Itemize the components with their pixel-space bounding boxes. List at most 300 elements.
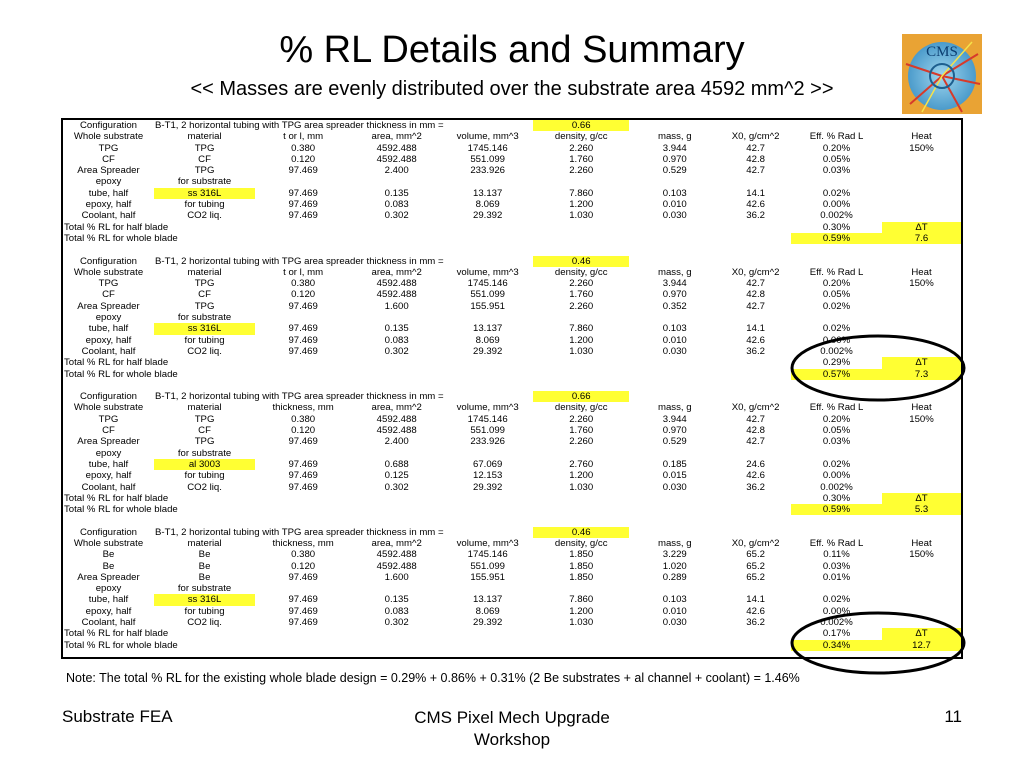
table-cell: 2.260: [569, 142, 594, 154]
table-cell: 0.083: [384, 334, 409, 346]
table-row: [63, 176, 961, 187]
table-cell: 150%: [909, 413, 934, 425]
column-header: Whole substrate: [73, 131, 144, 143]
column-header: area, mm^2: [371, 402, 422, 414]
table-cell: CF: [198, 425, 211, 437]
table-cell: [720, 583, 791, 594]
column-header: volume, mm^3: [456, 537, 519, 549]
table-cell: 42.6: [746, 334, 765, 346]
table-cell: 0.103: [662, 323, 687, 335]
table-cell: 0.529: [662, 165, 687, 177]
cms-detector-logo-icon: [902, 34, 982, 114]
table-cell: 1.600: [384, 571, 409, 583]
total-half-value: 0.30%: [822, 221, 851, 233]
table-cell: 0.010: [662, 334, 687, 346]
total-half-blade-row: [63, 493, 961, 504]
table-cell: [882, 606, 961, 617]
table-cell: epoxy: [95, 312, 122, 324]
tube-material-cell: ss 316L: [154, 594, 255, 605]
column-header-row: [63, 267, 961, 278]
delta-t-value: 12.7: [882, 640, 961, 651]
total-half-blade-row: [63, 222, 961, 233]
table-cell: 8.069: [475, 334, 500, 346]
column-header: mass, g: [657, 402, 692, 414]
table-cell: 0.302: [384, 210, 409, 222]
empty-cell: [629, 391, 720, 402]
table-cell: epoxy: [95, 447, 122, 459]
table-cell: 0.083: [384, 199, 409, 211]
table-cell: 97.469: [288, 617, 318, 629]
config-description: B-T1, 2 horizontal tubing with TPG area spreader thickness in mm =: [155, 391, 444, 403]
table-cell: 0.380: [291, 413, 316, 425]
total-half-label: Total % RL for half blade: [64, 492, 169, 504]
table-cell: CF: [102, 425, 115, 437]
table-cell: 97.469: [288, 436, 318, 448]
table-cell: 0.302: [384, 617, 409, 629]
column-header: density, g/cc: [554, 131, 608, 143]
column-header: Whole substrate: [73, 402, 144, 414]
footer-left-label: Substrate FEA: [62, 707, 173, 726]
column-header: Heat: [911, 402, 932, 414]
column-header: Eff. % Rad L: [809, 537, 864, 549]
empty-cell: [629, 256, 720, 267]
table-cell: [882, 312, 961, 323]
table-cell: epoxy: [95, 583, 122, 595]
table-cell: 2.260: [569, 165, 594, 177]
table-cell: 0.103: [662, 594, 687, 606]
configuration-row: [63, 527, 961, 538]
table-cell: 42.7: [746, 165, 765, 177]
table-cell: 0.120: [291, 153, 316, 165]
table-cell: 42.8: [746, 425, 765, 437]
table-row: [63, 210, 961, 221]
table-cell: [882, 572, 961, 583]
table-cell: 7.860: [569, 323, 594, 335]
total-half-value: 0.29%: [822, 357, 851, 369]
table-cell: [533, 448, 629, 459]
table-cell: 13.137: [473, 187, 503, 199]
table-cell: 0.20%: [822, 413, 851, 425]
table-cell: tube, half: [88, 458, 129, 470]
table-cell: Be: [198, 571, 211, 583]
table-cell: 42.7: [746, 300, 765, 312]
table-cell: [882, 561, 961, 572]
table-cell: 0.02%: [822, 300, 851, 312]
table-cell: 97.469: [288, 470, 318, 482]
table-cell: 1.030: [569, 210, 594, 222]
table-cell: 42.7: [746, 142, 765, 154]
table-cell: 0.289: [662, 571, 687, 583]
table-cell: [882, 188, 961, 199]
empty-cell: [791, 256, 882, 267]
config-label: Configuration: [79, 391, 138, 403]
column-header: Eff. % Rad L: [809, 402, 864, 414]
spacer-cell: [63, 380, 961, 391]
table-cell: 0.125: [384, 470, 409, 482]
column-header: area, mm^2: [371, 131, 422, 143]
table-cell: 3.944: [662, 142, 687, 154]
column-header: thickness, mm: [272, 402, 334, 414]
table-cell: 0.00%: [822, 605, 851, 617]
table-cell: tube, half: [88, 323, 129, 335]
table-cell: 65.2: [746, 560, 765, 572]
table-row: [63, 436, 961, 447]
table-row: [63, 594, 961, 605]
table-cell: CO2 liq.: [187, 345, 222, 357]
column-header: material: [187, 537, 222, 549]
column-header: density, g/cc: [554, 402, 608, 414]
column-header: material: [187, 402, 222, 414]
table-row: [63, 583, 961, 594]
table-cell: for tubing: [184, 334, 225, 346]
table-row: [63, 470, 961, 481]
table-row: [63, 301, 961, 312]
table-row: [63, 143, 961, 154]
table-cell: Be: [102, 549, 115, 561]
table-cell: [882, 617, 961, 628]
table-cell: epoxy: [95, 176, 122, 188]
table-cell: for tubing: [184, 605, 225, 617]
table-cell: 0.030: [662, 210, 687, 222]
table-cell: 0.002%: [820, 617, 853, 629]
table-cell: 551.099: [470, 153, 506, 165]
table-cell: 2.400: [384, 165, 409, 177]
config-label: Configuration: [79, 120, 138, 131]
table-cell: 2.260: [569, 300, 594, 312]
total-whole-value: 0.34%: [791, 640, 882, 651]
footer-center-line-1: CMS Pixel Mech Upgrade: [414, 708, 610, 727]
table-row: [63, 323, 961, 334]
table-cell: [442, 583, 533, 594]
table-cell: 42.8: [746, 153, 765, 165]
table-cell: [882, 482, 961, 493]
table-cell: [442, 448, 533, 459]
empty-cell: [882, 120, 961, 131]
column-header: t or l, mm: [283, 266, 324, 278]
table-cell: 0.120: [291, 289, 316, 301]
table-row: [63, 606, 961, 617]
table-cell: 0.380: [291, 549, 316, 561]
table-cell: [629, 312, 720, 323]
table-cell: Be: [198, 560, 211, 572]
empty-cell: [720, 256, 791, 267]
config-thickness-value: 0.46: [533, 527, 629, 538]
table-cell: 551.099: [470, 289, 506, 301]
table-cell: 13.137: [473, 323, 503, 335]
table-cell: 1.200: [569, 470, 594, 482]
tube-material-cell: al 3003: [154, 459, 255, 470]
config-description: B-T1, 2 horizontal tubing with TPG area spreader thickness in mm =: [155, 120, 444, 131]
table-cell: 150%: [909, 549, 934, 561]
table-cell: 0.03%: [822, 165, 851, 177]
table-cell: [882, 176, 961, 187]
empty-cell: [629, 120, 720, 131]
table-cell: 1.200: [569, 199, 594, 211]
table-cell: for substrate: [177, 312, 232, 324]
table-cell: 97.469: [288, 334, 318, 346]
table-cell: 97.469: [288, 481, 318, 493]
table-row: [63, 448, 961, 459]
table-cell: 0.002%: [820, 481, 853, 493]
table-cell: 3.229: [662, 549, 687, 561]
table-cell: 7.860: [569, 594, 594, 606]
table-cell: 97.469: [288, 605, 318, 617]
table-cell: 1.760: [569, 289, 594, 301]
config-thickness-value: 0.46: [533, 256, 629, 267]
table-cell: [882, 301, 961, 312]
table-cell: 7.860: [569, 187, 594, 199]
table-cell: 42.6: [746, 470, 765, 482]
table-cell: 1.030: [569, 617, 594, 629]
table-cell: 0.380: [291, 278, 316, 290]
table-cell: Be: [102, 560, 115, 572]
table-cell: [791, 312, 882, 323]
table-cell: [882, 335, 961, 346]
table-row: [63, 572, 961, 583]
table-cell: [791, 448, 882, 459]
delta-t-label: ΔT: [882, 357, 961, 368]
table-cell: 0.02%: [822, 594, 851, 606]
table-cell: 0.030: [662, 481, 687, 493]
empty-cell: [882, 391, 961, 402]
table-cell: 233.926: [470, 436, 506, 448]
table-cell: [882, 583, 961, 594]
total-half-value: 0.30%: [822, 492, 851, 504]
table-cell: epoxy, half: [85, 199, 132, 211]
table-cell: 0.03%: [822, 560, 851, 572]
table-cell: Be: [198, 549, 211, 561]
table-row: [63, 425, 961, 436]
table-cell: 0.11%: [823, 549, 850, 561]
table-cell: 0.010: [662, 199, 687, 211]
table-cell: TPG: [194, 278, 215, 290]
table-cell: TPG: [194, 165, 215, 177]
empty-cell: [791, 120, 882, 131]
table-cell: 65.2: [746, 549, 765, 561]
table-cell: 29.392: [473, 210, 503, 222]
table-cell: [351, 583, 442, 594]
table-cell: [720, 312, 791, 323]
footnote: Note: The total % RL for the existing whole blade design = 0.29% + 0.86% + 0.31% (2 Be substrates + al channel + coolant) = 1.46%: [66, 671, 800, 685]
tube-material-cell: ss 316L: [154, 323, 255, 334]
spacer-row: [63, 380, 961, 391]
total-whole-label: Total % RL for whole blade: [64, 232, 178, 244]
total-half-label: Total % RL for half blade: [64, 357, 169, 369]
table-cell: 1.200: [569, 334, 594, 346]
table-cell: [882, 289, 961, 300]
table-cell: [882, 594, 961, 605]
table-cell: 551.099: [470, 560, 506, 572]
configuration-row: [63, 120, 961, 131]
column-header-row: [63, 538, 961, 549]
delta-t-value: 5.3: [882, 504, 961, 515]
table-cell: 97.469: [288, 345, 318, 357]
table-cell: 4592.488: [376, 289, 417, 301]
table-cell: 97.469: [288, 210, 318, 222]
table-cell: [882, 459, 961, 470]
table-cell: CF: [198, 153, 211, 165]
table-cell: 2.260: [569, 436, 594, 448]
table-cell: 36.2: [746, 210, 765, 222]
column-header: density, g/cc: [554, 537, 608, 549]
total-whole-label: Total % RL for whole blade: [64, 504, 178, 516]
table-cell: 36.2: [746, 617, 765, 629]
table-row: [63, 482, 961, 493]
table-cell: 65.2: [746, 571, 765, 583]
table-cell: 0.05%: [822, 153, 851, 165]
table-cell: [255, 583, 351, 594]
table-cell: 0.970: [662, 289, 687, 301]
spacer-row: [63, 515, 961, 526]
table-cell: 1745.146: [467, 549, 508, 561]
table-row: [63, 289, 961, 300]
tube-material-cell: ss 316L: [154, 188, 255, 199]
table-cell: CO2 liq.: [187, 481, 222, 493]
table-cell: 42.6: [746, 605, 765, 617]
total-whole-blade-row: [63, 640, 961, 651]
slide-subtitle: << Masses are evenly distributed over the substrate area 4592 mm^2 >>: [190, 78, 834, 100]
column-header: X0, g/cm^2: [731, 402, 780, 414]
table-cell: Area Spreader: [77, 436, 140, 448]
table-cell: [882, 323, 961, 334]
table-cell: 4592.488: [376, 560, 417, 572]
table-row: [63, 278, 961, 289]
table-cell: 24.6: [746, 458, 765, 470]
column-header: mass, g: [657, 131, 692, 143]
table-row: [63, 549, 961, 560]
table-cell: for substrate: [177, 447, 232, 459]
table-cell: 2.260: [569, 278, 594, 290]
empty-cell: [791, 527, 882, 538]
delta-t-label: ΔT: [882, 493, 961, 504]
table-cell: [791, 583, 882, 594]
total-whole-label: Total % RL for whole blade: [64, 368, 178, 380]
column-header: thickness, mm: [272, 537, 334, 549]
table-cell: TPG: [98, 413, 119, 425]
table-cell: 4592.488: [376, 278, 417, 290]
table-cell: [533, 312, 629, 323]
table-row: [63, 335, 961, 346]
column-header: density, g/cc: [554, 266, 608, 278]
table-cell: 155.951: [470, 571, 506, 583]
table-cell: [533, 176, 629, 187]
total-whole-blade-row: [63, 504, 961, 515]
table-cell: 2.760: [569, 458, 594, 470]
column-header: area, mm^2: [371, 266, 422, 278]
table-cell: 1745.146: [467, 413, 508, 425]
table-cell: 1.850: [569, 571, 594, 583]
table-cell: 4592.488: [376, 425, 417, 437]
table-cell: 0.002%: [820, 345, 853, 357]
table-cell: 67.069: [473, 458, 503, 470]
table-cell: Coolant, half: [81, 617, 136, 629]
table-cell: 0.01%: [822, 571, 851, 583]
table-cell: 0.135: [384, 187, 409, 199]
delta-t-label: ΔT: [882, 628, 961, 639]
table-cell: 0.135: [384, 323, 409, 335]
column-header: Whole substrate: [73, 537, 144, 549]
table-cell: 0.02%: [822, 187, 851, 199]
table-cell: 0.20%: [822, 142, 851, 154]
table-cell: Coolant, half: [81, 210, 136, 222]
table-cell: 0.083: [384, 605, 409, 617]
table-cell: 1.760: [569, 425, 594, 437]
total-half-blade-row: [63, 628, 961, 639]
total-whole-value: 0.57%: [791, 369, 882, 380]
empty-cell: [882, 527, 961, 538]
table-cell: 0.030: [662, 617, 687, 629]
table-cell: 0.970: [662, 153, 687, 165]
column-header: t or l, mm: [283, 131, 324, 143]
table-cell: 0.120: [291, 425, 316, 437]
table-cell: [882, 436, 961, 447]
table-cell: 2.260: [569, 413, 594, 425]
table-cell: 0.05%: [822, 425, 851, 437]
column-header: Heat: [911, 266, 932, 278]
column-header-row: [63, 131, 961, 142]
table-cell: [720, 176, 791, 187]
cms-logo-text: CMS: [926, 44, 958, 60]
table-cell: 1.020: [662, 560, 687, 572]
table-cell: 42.7: [746, 436, 765, 448]
spacer-cell: [63, 515, 961, 526]
table-row: [63, 346, 961, 357]
total-whole-value: 0.59%: [791, 233, 882, 244]
table-cell: 12.153: [473, 470, 503, 482]
column-header: X0, g/cm^2: [731, 266, 780, 278]
table-cell: 1.030: [569, 345, 594, 357]
table-cell: 8.069: [475, 199, 500, 211]
table-cell: CO2 liq.: [187, 210, 222, 222]
config-description: B-T1, 2 horizontal tubing with TPG area spreader thickness in mm =: [155, 255, 444, 267]
table-cell: tube, half: [88, 187, 129, 199]
table-cell: 1.850: [569, 549, 594, 561]
table-cell: 0.120: [291, 560, 316, 572]
table-cell: 0.135: [384, 594, 409, 606]
table-cell: 97.469: [288, 199, 318, 211]
total-whole-blade-row: [63, 369, 961, 380]
table-cell: 97.469: [288, 187, 318, 199]
rl-table-frame: [61, 118, 963, 659]
table-cell: 0.015: [662, 470, 687, 482]
table-cell: 0.02%: [822, 458, 851, 470]
table-cell: 3.944: [662, 413, 687, 425]
column-header: mass, g: [657, 537, 692, 549]
table-cell: 1.600: [384, 300, 409, 312]
configuration-row: [63, 391, 961, 402]
column-header-row: [63, 402, 961, 413]
table-cell: [629, 176, 720, 187]
column-header: volume, mm^3: [456, 131, 519, 143]
table-cell: 0.00%: [822, 199, 851, 211]
column-header: material: [187, 131, 222, 143]
table-cell: 0.529: [662, 436, 687, 448]
table-cell: for substrate: [177, 583, 232, 595]
table-cell: [351, 312, 442, 323]
column-header: Heat: [911, 537, 932, 549]
table-cell: [533, 583, 629, 594]
table-cell: [629, 583, 720, 594]
table-cell: 0.00%: [822, 334, 851, 346]
table-cell: 150%: [909, 142, 934, 154]
table-cell: Coolant, half: [81, 345, 136, 357]
table-cell: [882, 425, 961, 436]
table-cell: 233.926: [470, 165, 506, 177]
table-cell: 4592.488: [376, 549, 417, 561]
total-half-value: 0.17%: [822, 628, 851, 640]
footer-center-line-2: Workshop: [473, 730, 551, 749]
table-cell: epoxy, half: [85, 334, 132, 346]
